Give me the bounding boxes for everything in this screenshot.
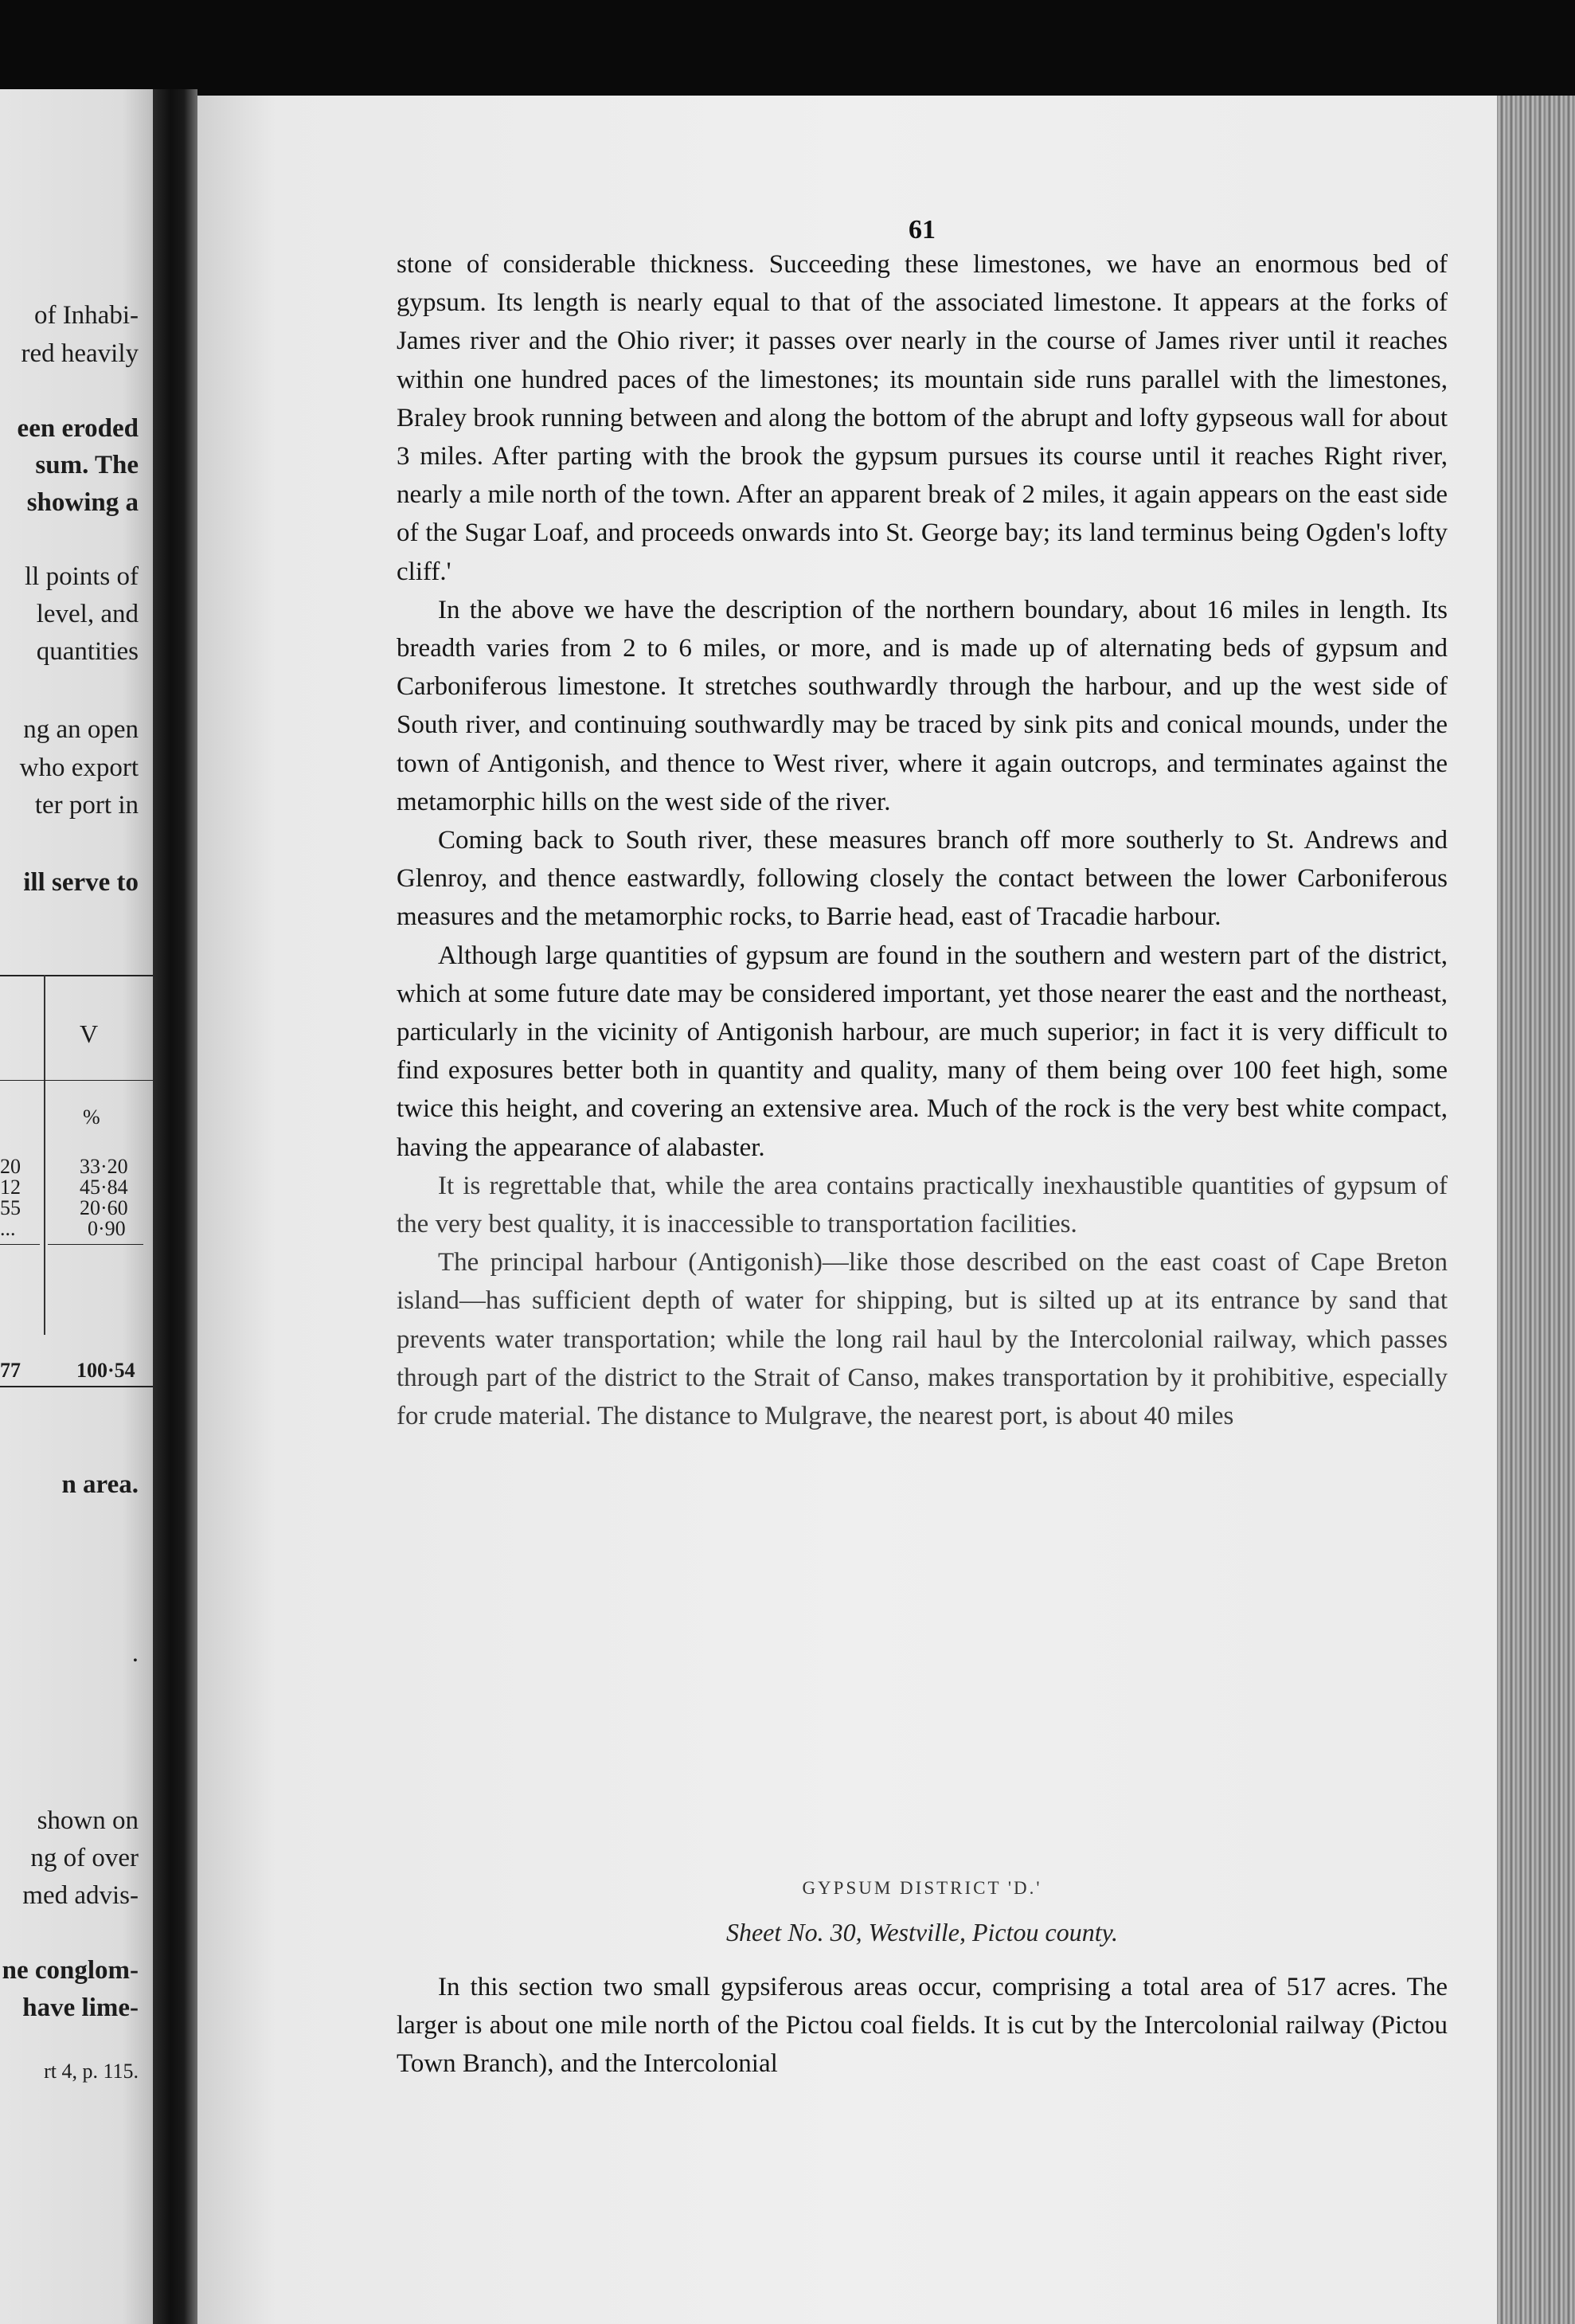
left-line: ter port in (34, 791, 139, 820)
table-cell: 55 (0, 1196, 21, 1219)
left-footnote: rt 4, p. 115. (44, 2060, 139, 2083)
left-line: n area. (61, 1470, 139, 1499)
paragraph: It is regrettable that, while the area contains practically inexhaustible quantities of gypsum of the very best quality, it is inaccessible to transportation facilities. (397, 1171, 1448, 1239)
left-line: red heavily (21, 339, 139, 368)
page-body (397, 245, 1448, 1435)
table-sum-rule (0, 1244, 40, 1245)
left-line: level, and (36, 600, 139, 628)
table-cell: 33·20 (80, 1155, 128, 1178)
paragraph: In this section two small gypsiferous areas occur, comprising a total area of 517 acres. The larger is about one mile north of the Pictou coal fields. It is cut by the Intercolonial railway (Pictou Town Branch), and the Intercolonial (397, 1973, 1448, 2079)
table-total-cell: 77 (0, 1359, 21, 1382)
left-line: ill serve to (23, 868, 139, 897)
left-line: of Inhabi- (33, 301, 139, 330)
left-line: med advis- (22, 1881, 139, 1910)
page-61 (197, 96, 1497, 2324)
left-line: have lime- (22, 1993, 139, 2022)
table-cell: 0·90 (88, 1217, 126, 1240)
table-header-rule (0, 1080, 153, 1081)
left-line: shown on (37, 1806, 139, 1835)
table-top-rule (0, 975, 153, 976)
left-line: een eroded (17, 414, 139, 443)
left-line: ng of over (30, 1844, 139, 1872)
left-line: quantities (36, 637, 139, 666)
book-gutter (153, 89, 197, 2324)
table-cell: 45·84 (80, 1176, 128, 1199)
section-subheading: Sheet No. 30, Westville, Pictou county. (725, 1918, 1119, 1946)
table-total-cell: 100·54 (76, 1359, 135, 1382)
table-cell: 12 (0, 1176, 21, 1199)
table-cell: ... (0, 1217, 16, 1240)
left-line: ll points of (24, 562, 139, 591)
table-cell: 20·60 (80, 1196, 128, 1219)
section-body (397, 1968, 1448, 2083)
table-header-v: V (80, 1019, 99, 1048)
table-unit: % (83, 1105, 100, 1129)
paragraph: In the above we have the description of the northern boundary, about 16 miles in length. Its breadth varies from 2 to 6 miles, or more, and is made up of alternating beds of gypsum and Carboniferous limestone. It stretches southwardly through the harbour, and up the west side of South river, and continuing southwardly may be traced by sink pits and conical mounds, under the town of Antigonish, and thence to West river, where it again outcrops, and terminates against the metamorphic hills on the west side of the river. (397, 595, 1448, 816)
paragraph: Although large quantities of gypsum are found in the southern and western part of the district, which at some future date may be considered important, yet those nearer the east and the northeast, particularly in the vicinity of Antigonish harbour, are much superior; in fact it is very difficult to find exposures better both in quantity and quality, many of them being over 100 feet high, some twice this height, and covering an extensive area. Much of the rock is the very best white compact, having the appearance of alabaster. (397, 941, 1448, 1162)
left-line: ne conglom- (2, 1956, 139, 1985)
left-line: sum. The (35, 451, 139, 479)
paragraph: The principal harbour (Antigonish)—like those described on the east coast of Cape Breton island—has sufficient depth of water for shipping, but is silted up at its entrance by sand that prevents water transportation; while the long rail haul by the Intercolonial railway, which passes through part of the district to the Strait of Canso, makes transportation by it prohibitive, especially for crude material. The distance to Mulgrave, the nearest port, is about 40 miles (397, 1248, 1448, 1431)
table-bottom-rule (0, 1386, 153, 1387)
paragraph: stone of considerable thickness. Succeeding these limestones, we have an enormous bed of gypsum. Its length is nearly equal to that of the associated limestone. It appears at the forks of James river and the Ohio river; it passes over nearly in the course of James river until it reaches within one hundred paces of the limestones; its mountain side runs parallel with the limestones, Braley brook running between and along the bottom of the abrupt and lofty gypseous wall for about 3 miles. After parting with the brook the gypsum pursues its course until it reaches Right river, nearly a mile north of the town. After an apparent break of 2 miles, it again appears on the east side of the Sugar Loaf, and proceeds onwards into St. George bay; its land terminus being Ogden's lofty cliff.' (397, 250, 1448, 586)
left-line: . (131, 1639, 139, 1668)
previous-page-fragment (0, 89, 153, 2324)
page-stack-edge (1497, 96, 1575, 2324)
left-line: who export (19, 753, 139, 782)
table-sum-rule (48, 1244, 143, 1245)
left-line: ng an open (23, 715, 139, 744)
section-heading: GYPSUM DISTRICT 'D.' (802, 1878, 1042, 1898)
table-cell: 20 (0, 1155, 21, 1178)
page-number: 61 (909, 215, 936, 245)
scan-top-band (0, 0, 1575, 96)
left-line: showing a (26, 488, 139, 517)
table-column-rule (44, 975, 45, 1335)
paragraph: Coming back to South river, these measures branch off more southerly to St. Andrews and Glenroy, and thence eastwardly, following closely the contact between the lower Carboniferous measures and the metamorphic rocks, to Barrie head, east of Tracadie harbour. (397, 826, 1448, 932)
